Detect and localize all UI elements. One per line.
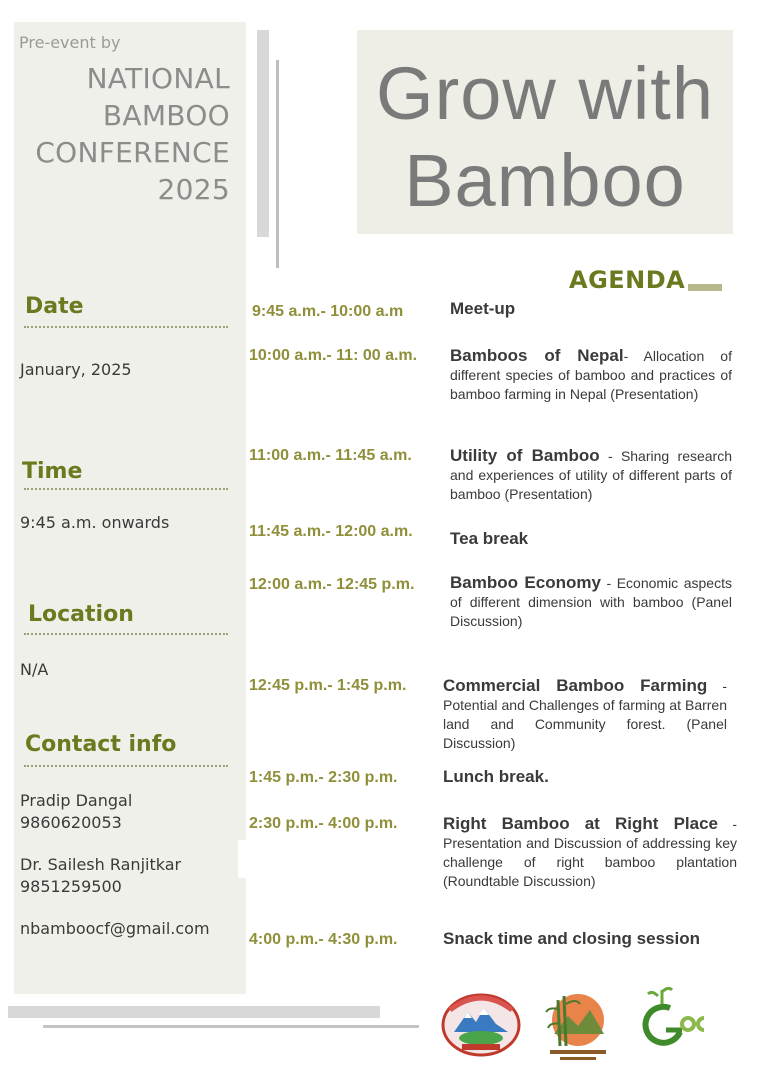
decorative-vertical-line	[276, 60, 279, 268]
location-value: N/A	[20, 660, 49, 679]
contact-person2-name: Dr. Sailesh Ranjitkar	[20, 855, 182, 874]
conference-name	[0, 60, 230, 208]
conference-line-4: 2025	[157, 173, 230, 206]
agenda-description	[443, 767, 727, 787]
pre-event-label: Pre-event by	[19, 33, 121, 52]
contact-email[interactable]: nbamboocf@gmail.com	[20, 919, 210, 938]
agenda-time: 11:45 a.m.- 12:00 a.m.	[249, 523, 413, 540]
agenda-description	[443, 676, 727, 753]
gbc-bamboo-logo-icon	[636, 982, 708, 1054]
agenda-description	[443, 929, 743, 949]
agenda-title: Utility of Bamboo	[450, 446, 600, 465]
agenda-time: 2:30 p.m.- 4:00 p.m.	[249, 815, 398, 832]
agenda-title: Lunch break.	[443, 767, 549, 786]
location-heading: Location	[28, 602, 134, 627]
contact-heading: Contact info	[25, 732, 177, 757]
agenda-detail: - Allocation of different species of bamboo and practices of bamboo farming in Nepal (Presentation)	[450, 348, 732, 402]
conference-line-1: NATIONAL	[86, 62, 230, 95]
date-heading: Date	[25, 294, 84, 319]
contact-person1-name: Pradip Dangal	[20, 791, 133, 810]
panel-notch	[238, 840, 250, 878]
agenda-accent-bar	[688, 284, 722, 291]
agenda-description	[450, 446, 732, 504]
agenda-time: 12:00 a.m.- 12:45 p.m.	[249, 576, 415, 593]
time-heading: Time	[22, 459, 83, 484]
agenda-description	[443, 814, 737, 891]
agenda-detail: - Sharing research and experiences of utility of different parts of bamboo (Presentation)	[450, 448, 732, 502]
agenda-time: 4:00 p.m.- 4:30 p.m.	[249, 931, 398, 948]
event-title	[357, 50, 733, 224]
agenda-detail: - Economic aspects of different dimension with bamboo (Panel Discussion)	[450, 575, 732, 629]
agenda-description	[450, 529, 732, 549]
agenda-time: 10:00 a.m.- 11: 00 a.m.	[249, 347, 418, 364]
agenda-time: 9:45 a.m.- 10:00 a.m	[252, 303, 404, 320]
conference-line-3: CONFERENCE	[35, 136, 230, 169]
nepal-government-emblem-icon	[440, 992, 522, 1058]
decorative-horizontal-bar	[8, 1006, 380, 1018]
bamboo-organization-logo-icon	[536, 990, 616, 1064]
decorative-vertical-bar	[257, 30, 269, 237]
agenda-time: 1:45 p.m.- 2:30 p.m.	[249, 769, 398, 786]
agenda-title: Tea break	[450, 529, 529, 548]
contact-person2-phone: 9851259500	[20, 877, 122, 896]
time-divider	[24, 488, 228, 490]
agenda-title: Bamboo Economy	[450, 573, 601, 592]
contact-divider	[24, 765, 228, 767]
agenda-time: 12:45 p.m.- 1:45 p.m.	[249, 677, 407, 694]
agenda-time: 11:00 a.m.- 11:45 a.m.	[249, 447, 412, 464]
agenda-description	[450, 346, 732, 404]
decorative-horizontal-line	[43, 1025, 419, 1028]
agenda-description	[450, 299, 732, 319]
title-box	[357, 30, 733, 234]
agenda-title: Meet-up	[450, 299, 516, 318]
agenda-title: Bamboos of Nepal	[450, 346, 624, 365]
agenda-detail: - Potential and Challenges of farming at Barren land and Community forest. (Panel Discussion)	[443, 678, 727, 751]
agenda-description	[450, 573, 732, 631]
event-title-line-1: Grow with	[376, 52, 714, 135]
location-divider	[24, 633, 228, 635]
date-value: January, 2025	[20, 360, 132, 379]
event-title-line-2: Bamboo	[404, 139, 686, 222]
agenda-title: Snack time and closing session	[443, 929, 700, 948]
time-value: 9:45 a.m. onwards	[20, 513, 170, 532]
conference-line-2: BAMBOO	[102, 99, 230, 132]
contact-person1-phone: 9860620053	[20, 813, 122, 832]
agenda-title: Commercial Bamboo Farming	[443, 676, 708, 695]
agenda-heading: AGENDA	[569, 266, 686, 294]
agenda-title: Right Bamboo at Right Place	[443, 814, 719, 833]
date-divider	[24, 326, 228, 328]
agenda-detail: - Presentation and Discussion of addressing key challenge of right bamboo plantation (Roundtable Discussion)	[443, 816, 737, 889]
